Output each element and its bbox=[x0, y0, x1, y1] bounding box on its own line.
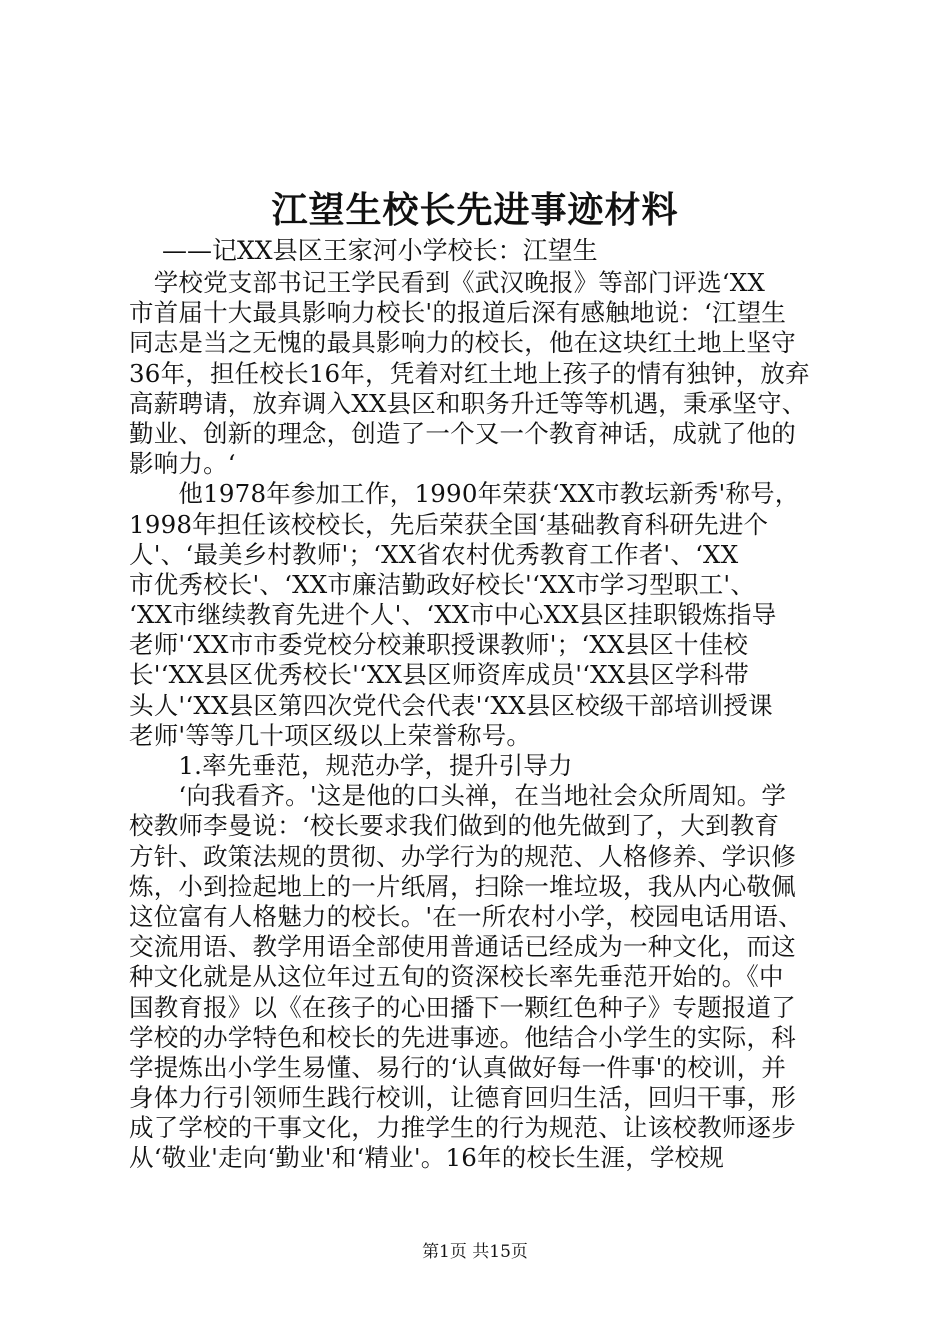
text-line: 学校的办学特色和校长的先进事迹。他结合小学生的实际，科 bbox=[129, 1022, 796, 1052]
text-line: 炼，小到捡起地上的一片纸屑，扫除一堆垃圾，我从内心敬佩 bbox=[129, 871, 796, 901]
text-line: ‘XX市继续教育先进个人'、‘XX市中心XX县区挂职锻炼指导 bbox=[129, 600, 777, 630]
section-heading: 1.率先垂范，规范办学，提升引导力 bbox=[129, 751, 573, 780]
text-line: 人'、‘最美乡村教师'；‘XX省农村优秀教育工作者'、‘XX bbox=[129, 539, 739, 569]
text-line: 交流用语、教学用语全部使用普通话已经成为一种文化，而这 bbox=[129, 932, 796, 962]
text-line: 校教师李曼说：‘校长要求我们做到的他先做到了，大到教育 bbox=[129, 811, 780, 841]
document-body bbox=[129, 268, 829, 1174]
text-line: 国教育报》以《在孩子的心田播下一颗红色种子》专题报道了 bbox=[129, 992, 796, 1022]
text-line: 成了学校的干事文化，力推学生的行为规范、让该校教师逐步 bbox=[129, 1113, 796, 1143]
text-line: 高薪聘请，放弃调入XX县区和职务升迁等等机遇，秉承坚守、 bbox=[129, 388, 807, 418]
text-line: 从‘敬业'走向‘勤业'和‘精业'。16年的校长生涯，学校规 bbox=[129, 1143, 725, 1173]
text-line: 36年，担任校长16年，凭着对红土地上孩子的情有独钟，放弃 bbox=[129, 358, 810, 388]
text-line: 种文化就是从这位年过五旬的资深校长率先垂范开始的。《中 bbox=[129, 962, 784, 992]
text-line: 学校党支部书记王学民看到《武汉晚报》等部门评选‘XX bbox=[129, 268, 766, 297]
text-line: 方针、政策法规的贯彻、办学行为的规范、人格修养、学识修 bbox=[129, 841, 796, 871]
text-line: 市首届十大最具影响力校长'的报道后深有感触地说：‘江望生 bbox=[129, 298, 787, 328]
text-line: 身体力行引领师生践行校训，让德育回归生活，回归干事，形 bbox=[129, 1083, 796, 1113]
text-line: 市优秀校长'、‘XX市廉洁勤政好校长'‘XX市学习型职工'、 bbox=[129, 569, 756, 599]
text-line: 老师'等等几十项区级以上荣誉称号。 bbox=[129, 720, 532, 750]
document-title: 江望生校长先进事迹材料 bbox=[271, 189, 679, 231]
text-line: 影响力。‘ bbox=[129, 449, 236, 479]
text-line: 这位富有人格魅力的校长。'在一所农村小学，校园电话用语、 bbox=[129, 901, 803, 931]
page-number-footer: 第1页 共15页 bbox=[422, 1242, 528, 1262]
text-line: 勤业、创新的理念，创造了一个又一个教育神话，成就了他的 bbox=[129, 418, 796, 448]
text-line: 老师'‘XX市市委党校分校兼职授课教师'；‘XX县区十佳校 bbox=[129, 630, 749, 660]
text-line: 头人'‘XX县区第四次党代会代表'‘XX县区校级干部培训授课 bbox=[129, 690, 773, 720]
text-line: ‘向我看齐。'这是他的口头禅，在当地社会众所周知。学 bbox=[129, 781, 787, 811]
text-line: 1998年担任该校校长，先后荣获全国‘基础教育科研先进个 bbox=[129, 509, 769, 539]
text-line: 他1978年参加工作，1990年荣获‘XX市教坛新秀'称号， bbox=[129, 479, 800, 509]
document-subtitle: ——记XX县区王家河小学校长：江望生 bbox=[162, 236, 598, 265]
text-line: 学提炼出小学生易懂、易行的‘认真做好每一件事'的校训，并 bbox=[129, 1052, 787, 1082]
text-line: 同志是当之无愧的最具影响力的校长，他在这块红土地上坚守 bbox=[129, 328, 796, 358]
text-line: 长'‘XX县区优秀校长'‘XX县区师资库成员'‘XX县区学科带 bbox=[129, 660, 749, 690]
